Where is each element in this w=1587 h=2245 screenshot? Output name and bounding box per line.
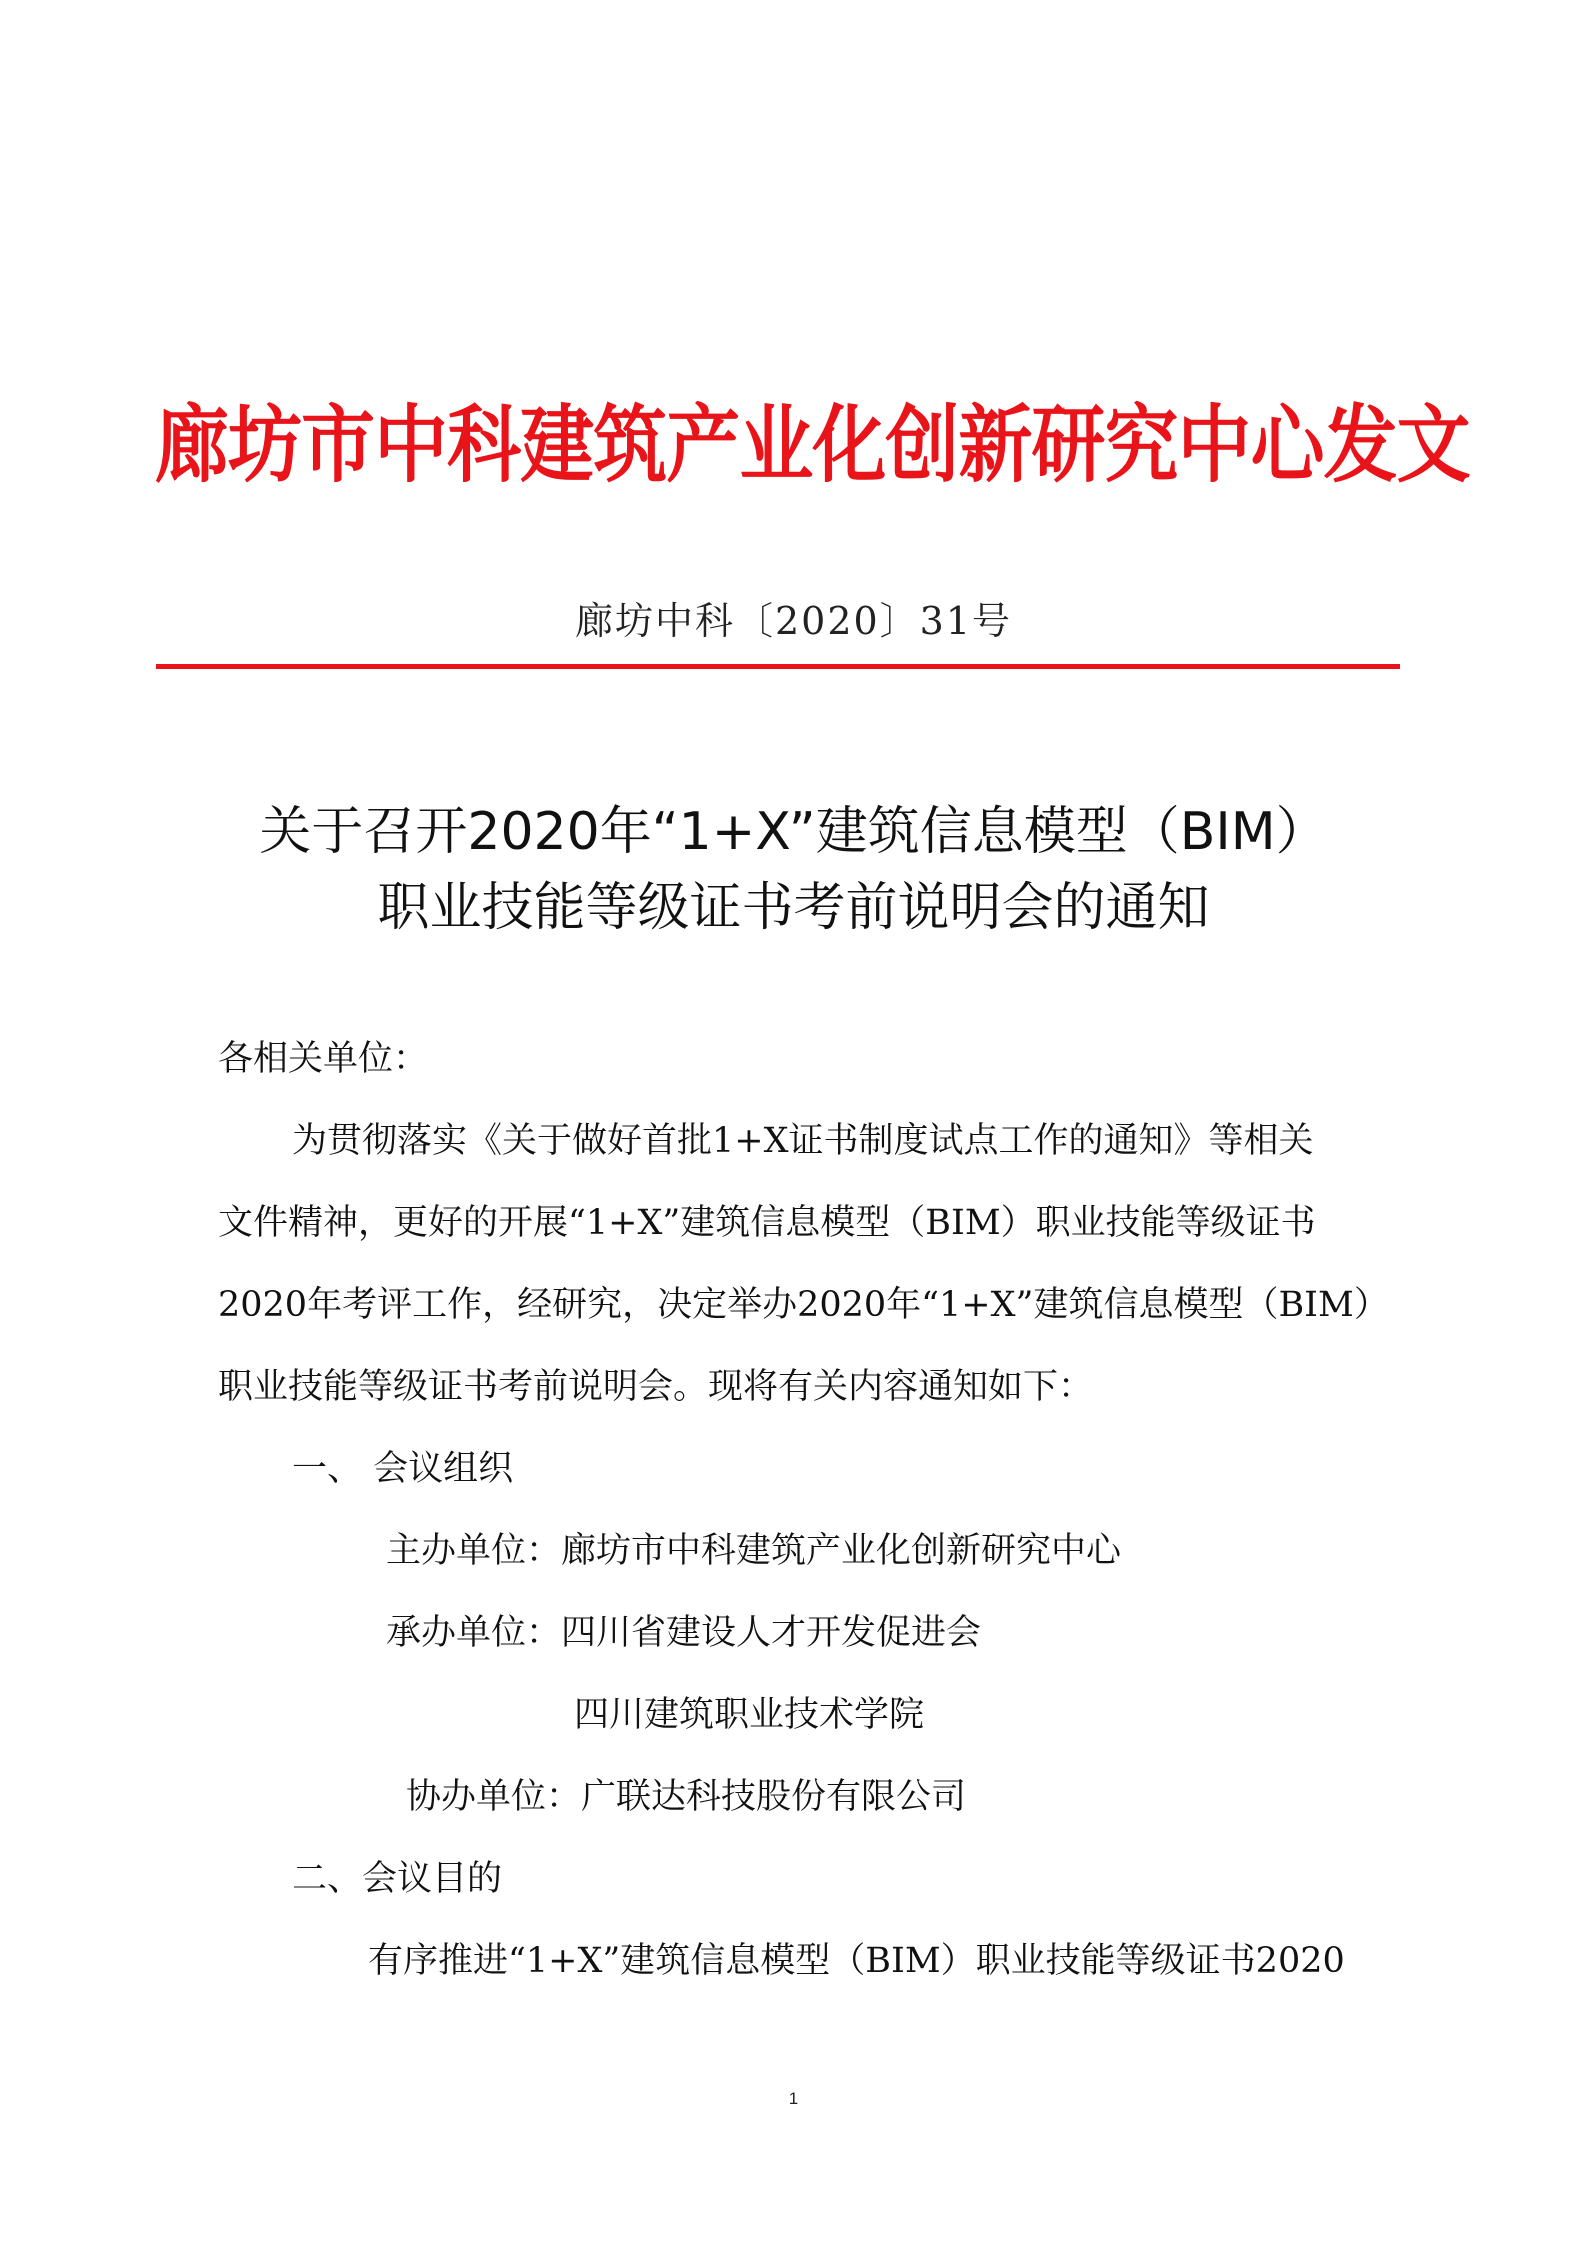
intro-line-3: 2020年考评工作，经研究，决定举办2020年“1+X”建筑信息模型（BIM） — [218, 1285, 1389, 1325]
section-2-heading: 二、会议目的 — [292, 1859, 503, 1899]
document-number: 廊坊中科〔2020〕31号 — [574, 599, 1013, 643]
page-number: 1 — [788, 2089, 799, 2108]
co-organizer-unit: 协办单位：广联达科技股份有限公司 — [406, 1777, 967, 1817]
intro-line-1: 为贯彻落实《关于做好首批1+X证书制度试点工作的通知》等相关 — [292, 1121, 1314, 1161]
section-1-heading: 一、 会议组织 — [292, 1449, 514, 1489]
intro-line-4: 职业技能等级证书考前说明会。现将有关内容通知如下： — [218, 1367, 1094, 1407]
issuer-header: 廊坊市中科建筑产业化创新研究中心发文 — [155, 395, 1470, 494]
red-divider-rule — [156, 664, 1400, 669]
section-2-line-1: 有序推进“1+X”建筑信息模型（BIM）职业技能等级证书2020 — [368, 1941, 1345, 1981]
intro-line-2: 文件精神，更好的开展“1+X”建筑信息模型（BIM）职业技能等级证书 — [218, 1203, 1316, 1243]
organizer-unit-1: 承办单位：四川省建设人才开发促进会 — [386, 1613, 982, 1653]
notice-title-line-2: 职业技能等级证书考前说明会的通知 — [377, 878, 1210, 938]
notice-title-line-1: 关于召开2020年“1+X”建筑信息模型（BIM） — [259, 802, 1328, 862]
salutation: 各相关单位： — [218, 1039, 429, 1079]
host-unit: 主办单位：廊坊市中科建筑产业化创新研究中心 — [386, 1531, 1122, 1571]
organizer-unit-2: 四川建筑职业技术学院 — [574, 1695, 925, 1735]
